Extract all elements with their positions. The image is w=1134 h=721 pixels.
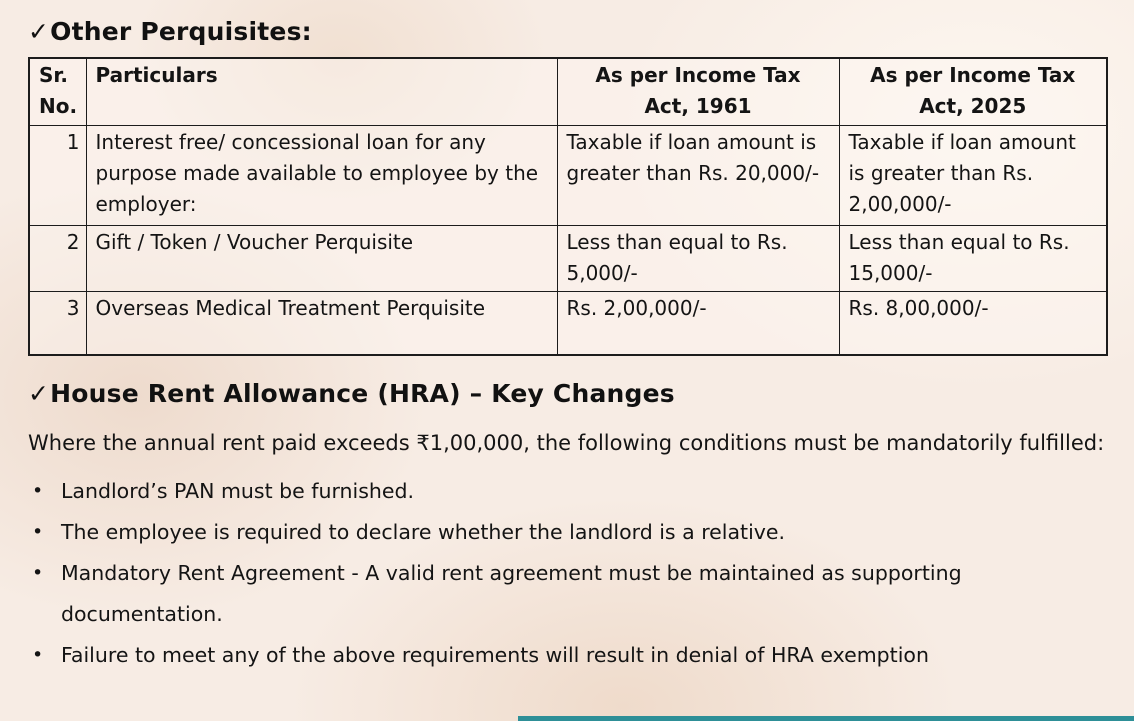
cell-particulars: Overseas Medical Treatment Perquisite <box>86 291 557 355</box>
header-particulars: Particulars <box>86 58 557 125</box>
cell-act-1961: Less than equal to Rs. 5,000/- <box>557 225 839 291</box>
cell-act-2025: Rs. 8,00,000/- <box>839 291 1107 355</box>
table-row <box>29 291 1107 355</box>
table-row <box>29 225 1107 291</box>
bullet-item <box>28 512 1106 553</box>
section-title-hra <box>28 379 1106 408</box>
bullet-item <box>28 635 1106 676</box>
bullet-dot-icon: • <box>32 562 44 584</box>
cell-particulars: Gift / Token / Voucher Perquisite <box>86 225 557 291</box>
hra-bullet-list <box>28 471 1106 676</box>
checkmark-icon: ✓ <box>28 379 50 408</box>
bullet-item <box>28 553 1106 635</box>
bullet-dot-icon: • <box>32 521 44 543</box>
section-title-text: Other Perquisites: <box>50 17 312 46</box>
hra-title-text: House Rent Allowance (HRA) – Key Changes <box>50 379 675 408</box>
cell-sr: 1 <box>29 125 86 225</box>
header-sr-no: Sr. No. <box>29 58 86 125</box>
table-row <box>29 125 1107 225</box>
bottom-accent-bar <box>518 716 1134 721</box>
perquisites-table <box>28 57 1108 356</box>
hra-intro-paragraph: Where the annual rent paid exceeds ₹1,00,000, the following conditions must be mandatorily fulfilled: <box>28 431 1105 455</box>
section-title-other-perquisites <box>28 17 1106 46</box>
checkmark-icon: ✓ <box>28 17 50 46</box>
bullet-text: The employee is required to declare whether the landlord is a relative. <box>61 520 786 544</box>
cell-sr: 2 <box>29 225 86 291</box>
bullet-text: Failure to meet any of the above requirements will result in denial of HRA exemption <box>61 643 929 667</box>
cell-act-2025: Taxable if loan amount is greater than Rs. 2,00,000/- <box>839 125 1107 225</box>
header-act-2025: As per Income Tax Act, 2025 <box>839 58 1107 125</box>
bullet-text: Landlord’s PAN must be furnished. <box>61 479 415 503</box>
cell-act-1961: Taxable if loan amount is greater than Rs. 20,000/- <box>557 125 839 225</box>
cell-act-1961: Rs. 2,00,000/- <box>557 291 839 355</box>
table-header-row <box>29 58 1107 125</box>
header-act-1961: As per Income Tax Act, 1961 <box>557 58 839 125</box>
cell-act-2025: Less than equal to Rs. 15,000/- <box>839 225 1107 291</box>
cell-sr: 3 <box>29 291 86 355</box>
bullet-item <box>28 471 1106 512</box>
bullet-dot-icon: • <box>32 480 44 502</box>
bullet-text: Mandatory Rent Agreement - A valid rent agreement must be maintained as supporting documentation. <box>61 561 962 626</box>
cell-particulars: Interest free/ concessional loan for any purpose made available to employee by the employer: <box>86 125 557 225</box>
bullet-dot-icon: • <box>32 644 44 666</box>
